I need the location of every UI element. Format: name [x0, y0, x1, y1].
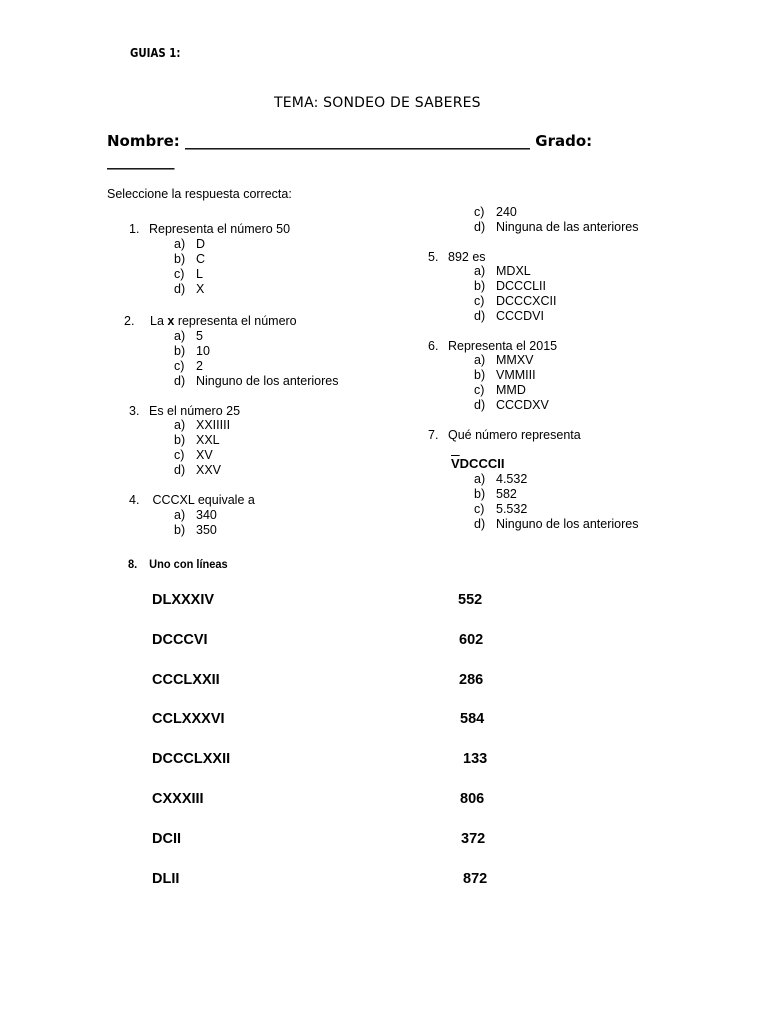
option-1b: b) C	[174, 252, 206, 266]
question-text: Uno con líneas	[149, 557, 228, 571]
option-2d: d) Ninguno de los anteriores	[174, 374, 339, 388]
match-roman: CCCLXXII	[152, 672, 220, 688]
question-7	[428, 428, 581, 442]
option-1c: c) L	[174, 267, 203, 281]
question-number: 5.	[428, 250, 439, 264]
option-4b: b) 350	[174, 523, 217, 537]
question-text: Es el número 25	[149, 404, 241, 418]
question-text: Qué número representa	[448, 428, 581, 442]
match-number: 806	[460, 791, 485, 807]
option-7a: a) 4.532	[474, 472, 528, 486]
match-roman: CCLXXXVI	[152, 711, 225, 727]
match-number: 584	[460, 711, 485, 727]
option-5b: b) DCCCLII	[474, 279, 547, 293]
question-number: 1.	[129, 222, 140, 236]
option-6b: b) VMMIII	[474, 368, 536, 382]
option-3b: b) XXL	[174, 433, 220, 447]
match-number: 372	[461, 831, 486, 847]
option-6d: d) CCCDXV	[474, 398, 549, 412]
instruction-text: Seleccione la respuesta correcta:	[107, 187, 292, 201]
option-1a: a) D	[174, 237, 206, 251]
question-text: CCCXL equivale a	[149, 493, 255, 507]
match-roman: DCCCVI	[152, 632, 208, 648]
match-roman: DCCCLXXII	[152, 751, 231, 767]
overlined-v: $\overline{V}$	[451, 456, 460, 471]
option-5a: a) MDXL	[474, 264, 531, 278]
option-7c: c) 5.532	[474, 502, 528, 516]
question-8	[128, 557, 228, 571]
option-7b: b) 582	[474, 487, 517, 501]
question-text: Representa el número 50	[149, 222, 291, 236]
option-5d: d) CCCDVI	[474, 309, 544, 323]
question-text: 892 es	[448, 250, 486, 264]
match-roman: CXXXIII	[152, 791, 204, 807]
option-4c: c) 240	[474, 205, 517, 219]
question-number: 8.	[128, 557, 138, 571]
question-6	[428, 339, 557, 353]
option-6c: c) MMD	[474, 383, 526, 397]
option-7d: d) Ninguno de los anteriores	[474, 517, 639, 531]
question-text: Representa el 2015	[448, 339, 558, 353]
name-label: Nombre:	[107, 132, 180, 150]
match-roman: DLXXXIV	[152, 592, 215, 608]
match-number: 602	[459, 632, 484, 648]
option-4d: d) Ninguna de las anteriores	[474, 220, 639, 234]
question-number: 6.	[428, 339, 439, 353]
question-4	[129, 493, 255, 507]
match-number: 552	[458, 592, 483, 608]
question-3	[129, 404, 240, 418]
option-5c: c) DCCCXCII	[474, 294, 557, 308]
name-line-row	[107, 132, 592, 150]
question-number: 7.	[428, 428, 439, 442]
roman-numeral-with-bar: $\overline{V}DCCCII$	[451, 456, 505, 471]
option-2a: a) 5	[174, 329, 203, 343]
name-blank: ______________________________________________	[185, 132, 531, 150]
question-2: 2. La x representa el número	[124, 314, 297, 328]
question-number: 3.	[129, 404, 140, 418]
question-5	[428, 250, 486, 264]
match-number: 872	[463, 871, 488, 887]
grade-label: Grado:	[535, 132, 593, 150]
option-6a: a) MMXV	[474, 353, 534, 367]
match-number: 133	[463, 751, 488, 767]
question-number: 4.	[129, 493, 140, 507]
match-roman: DCII	[152, 831, 181, 847]
option-3a: a) XXIIIII	[174, 418, 231, 432]
grade-blank: _________	[107, 152, 175, 170]
match-number: 286	[459, 672, 484, 688]
page-title: TEMA: SONDEO DE SABERES	[274, 95, 481, 111]
match-roman: DLII	[152, 871, 180, 887]
option-3c: c) XV	[174, 448, 213, 462]
variable-x: x	[167, 314, 175, 328]
option-4a: a) 340	[174, 508, 217, 522]
option-3d: d) XXV	[174, 463, 222, 477]
option-1d: d) X	[174, 282, 205, 296]
question-1	[129, 222, 290, 236]
guide-header: GUIAS 1:	[130, 46, 181, 60]
question-number: 2.	[124, 314, 135, 328]
option-2b: b) 10	[174, 344, 210, 358]
option-2c: c) 2	[174, 359, 203, 373]
